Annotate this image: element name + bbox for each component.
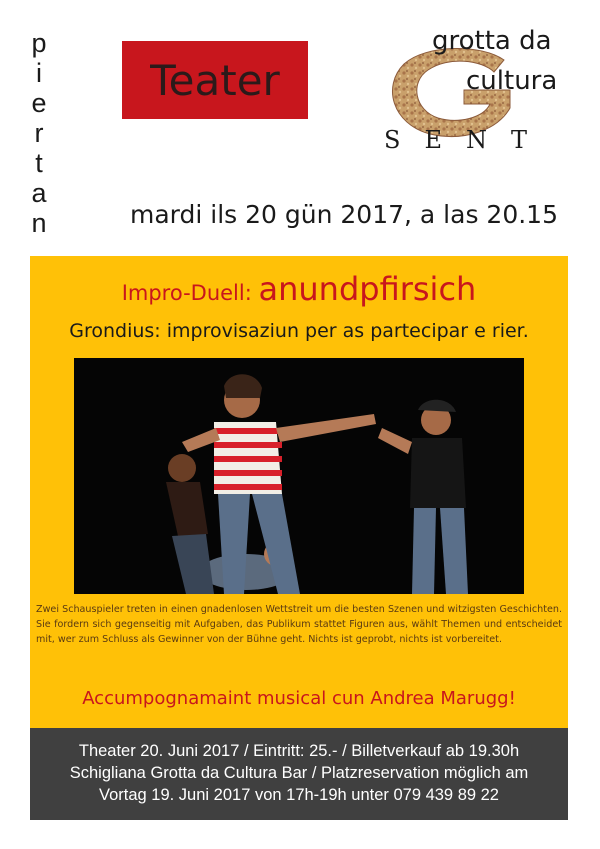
grotta-da-cultura-logo: [372, 24, 582, 164]
event-subtitle: Grondius: improvisaziun per as partecipar e rier.: [69, 320, 529, 342]
vertical-letter: a: [31, 178, 47, 208]
music-accompaniment: Accumpognamaint musical cun Andrea Marugg!: [82, 688, 516, 709]
teater-banner: [122, 41, 308, 119]
vertical-letter: r: [34, 118, 44, 148]
info-line-1: Theater 20. Juni 2017 / Eintritt: 25.- / Billetverkauf ab 19.30h: [78, 742, 520, 760]
striped-shirt: [214, 422, 282, 494]
stage-photo-image: [74, 358, 524, 594]
teater-label: Teater: [150, 55, 280, 105]
vertical-word-piertan: [28, 28, 50, 238]
info-line-3: Vortag 19. Juni 2017 von 17h-19h unter 079 439 89 22: [99, 786, 499, 804]
event-title-main: anundpfirsich: [258, 270, 477, 308]
event-description: Zwei Schauspieler treten in einen gnadenlosen Wettstreit um die besten Szenen und witzigsten Geschichten. Sie fordern sich gegenseitig mit Aufgaben, das Publikum stattet Figuren aus, wählt Themen und entscheidet mit, wer zum Schluss als Gewinner von der Bühne geht. Nichts ist geprobt, nichts ist vorbereitet.: [36, 604, 562, 645]
event-title: [30, 270, 568, 308]
logo-text-line2: cultura: [466, 66, 558, 96]
event-date: mardi ils 20 gün 2017, a las 20.15: [130, 200, 558, 229]
performers-photo: [74, 358, 524, 594]
vertical-letter: p: [31, 28, 47, 58]
logo-text-sent: SENT: [384, 126, 551, 154]
ticket-info-box: [30, 728, 568, 820]
event-panel: [30, 256, 568, 728]
event-title-prefix: Impro-Duell:: [121, 281, 259, 305]
vertical-letter: i: [36, 58, 42, 88]
logo-text-line1: grotta da: [432, 26, 552, 56]
vertical-letter: t: [35, 148, 43, 178]
vertical-letter: e: [31, 88, 47, 118]
vertical-letter: n: [31, 208, 47, 238]
info-line-2: Schigliana Grotta da Cultura Bar / Platzreservation möglich am: [69, 764, 529, 782]
